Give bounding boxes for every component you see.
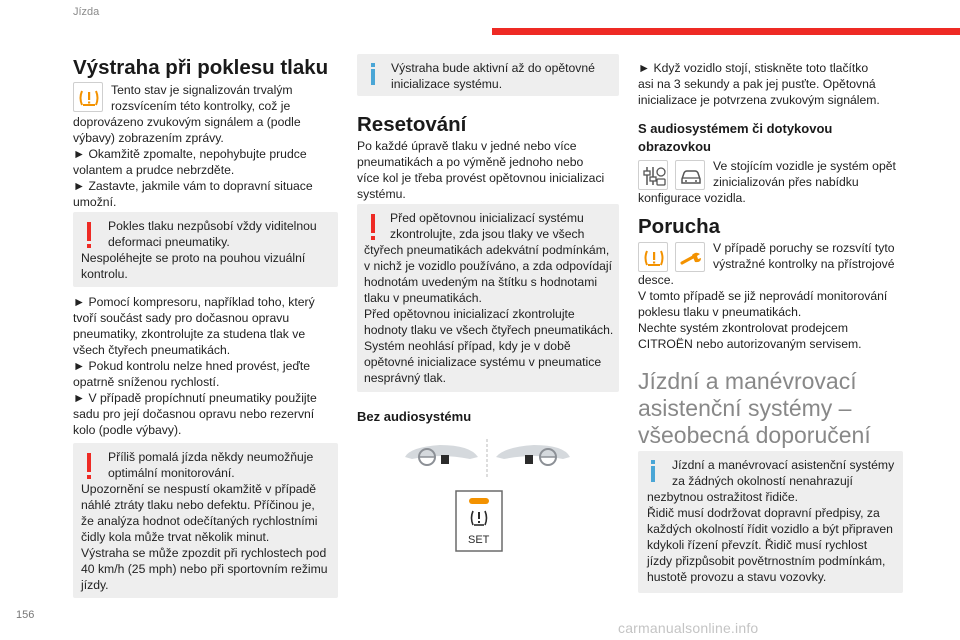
warning-box-visual-check — [73, 212, 338, 287]
body-line: Ve stojícím vozidle je systém opět — [713, 159, 896, 173]
info-line: za žádných okolností nenahrazují — [672, 474, 853, 488]
body-line: Po každé úpravě tlaku v jedné nebo více — [357, 139, 577, 153]
section-title-fault: Porucha — [638, 215, 721, 238]
intro-line: volantem a prudce nebrzděte. — [73, 163, 235, 177]
warning-line: Pokles tlaku nezpůsobí vždy viditelnou — [108, 219, 317, 233]
info-line: kdykoli řízení převzít. Řidič musí rychlost — [647, 538, 868, 552]
warning-line: deformaci pneumatiky. — [108, 235, 230, 249]
warning-line: tlaku v pneumatikách. — [364, 291, 482, 305]
warning-line: náhlé ztráty tlaku nebo defektu. Příčinou je, — [81, 498, 315, 512]
intro-line: doprovázeno zvukovým signálem a (podle — [73, 115, 301, 129]
section-title-assist-line: Jízdní a manévrovací — [638, 368, 857, 394]
body-line: pneumatiky, zkontrolujte za studena tlak ve — [73, 327, 306, 341]
section-title-assist-line: asistenční systémy – — [638, 395, 852, 421]
body-line: V tomto případě se již neprovádí monitorování — [638, 289, 888, 303]
warning-line: Upozornění se nespustí okamžitě v případě — [81, 482, 317, 496]
warning-line: opětovné inicializace systému v pneumatice — [364, 355, 602, 369]
watermark: carmanualsonline.info — [618, 620, 759, 636]
body-line: tvoří součást sady pro dočasnou opravu — [73, 311, 290, 325]
tyre-pressure-warning-icon — [73, 82, 103, 112]
header-accent-bar — [492, 28, 960, 35]
body-line: V případě poruchy se rozsvítí tyto — [713, 241, 895, 255]
info-icon — [371, 69, 375, 85]
warning-line: zkontrolujte, zda jsou tlaky ve všech — [390, 227, 585, 241]
body-line: poklesu tlaku v pneumatikách. — [638, 305, 802, 319]
warning-line: optimální monitorování. — [108, 466, 235, 480]
warning-box-before-reinit — [357, 204, 619, 392]
warning-line: hodnotám uvedeným na štítku s hodnotami — [364, 275, 598, 289]
tyre-pressure-warning-icon — [638, 242, 668, 272]
info-line: Výstraha bude aktivní až do opětovné — [391, 61, 595, 75]
warning-line: čidly kola může trvat několik minut. — [81, 530, 270, 544]
warning-line: hodnoty tlaku ve všech čtyřech pneumatikách. — [364, 323, 614, 337]
warning-line: 40 km/h (25 mph) nebo při sportovním režimu — [81, 562, 328, 576]
info-line: Řidič musí dodržovat dopravní předpisy, za — [647, 506, 880, 520]
body-line: ► Pokud kontrolu nelze hned provést, jeďte — [73, 359, 311, 373]
subtitle-audio-line: S audiosystémem či dotykovou — [638, 121, 833, 136]
warning-line: Nespoléhejte se proto na pouhou vizuální — [81, 251, 306, 265]
subtitle-audio-line: obrazovkou — [638, 139, 711, 154]
section-title-reset: Resetování — [357, 113, 467, 136]
info-line: jízdy přizpůsobit povětrnostním podmínkám, — [647, 554, 886, 568]
warning-line: Před opětovnou inicializací systému — [390, 211, 584, 225]
body-line: zinicializován přes nabídku — [713, 175, 859, 189]
body-line: asi na 3 sekundy a pak jej pusťte. Opětovná — [638, 77, 876, 91]
info-icon — [651, 466, 655, 482]
body-line: ► V případě propíchnutí pneumatiky použijte — [73, 391, 317, 405]
set-button-label: SET — [468, 534, 490, 546]
intro-line: Tento stav je signalizován trvalým — [111, 83, 293, 97]
subtitle-no-audio: Bez audiosystému — [357, 409, 472, 424]
body-line: CITROËN nebo autorizovaným servisem. — [638, 337, 862, 351]
intro-line: ► Zastavte, jakmile vám to dopravní situace — [73, 179, 313, 193]
info-line: inicializace systému. — [391, 77, 503, 91]
warning-line: že analýza hodnot odečítaných rychlostními — [81, 514, 318, 528]
warning-exclamation-icon — [371, 214, 375, 233]
body-line: výstražné kontrolky na přístrojové — [713, 257, 895, 271]
body-line: více kol je třeba provést opětovnou inicializaci — [357, 171, 605, 185]
intro-line: umožní. — [73, 195, 117, 209]
warning-line: kontrolu. — [81, 267, 128, 281]
body-line: systému. — [357, 187, 406, 201]
intro-line: rozsvícením této kontrolky, což je — [111, 99, 291, 113]
body-line: pneumatikách a po výměně jednoho nebo — [357, 155, 584, 169]
service-wrench-icon — [675, 242, 705, 272]
body-line: všech čtyřech pneumatikách. — [73, 343, 231, 357]
body-line: Nechte systém zkontrolovat prodejcem — [638, 321, 848, 335]
body-line: desce. — [638, 273, 674, 287]
body-line: sadu pro její dočasnou opravu nebo rezervní — [73, 407, 315, 421]
car-icon — [675, 160, 705, 190]
warning-line: v nichž je vozidlo používáno, a zda odpovídají — [364, 259, 612, 273]
warning-line: Výstraha se může zpozdit při rychlostech pod — [81, 546, 327, 560]
warning-line: čtyřech pneumatikách adekvátní podmínkám, — [364, 243, 610, 257]
info-box-assist — [638, 451, 903, 593]
warning-exclamation-icon — [87, 222, 91, 241]
set-button-illustration — [400, 437, 575, 557]
header-section-label: Jízda — [73, 6, 100, 18]
info-line: Jízdní a manévrovací asistenční systémy — [672, 458, 895, 472]
section-title-pressure-warning: Výstraha při poklesu tlaku — [73, 56, 329, 79]
warning-line: jízdy. — [81, 578, 109, 592]
intro-line: ► Okamžitě zpomalte, nepohybujte prudce — [73, 147, 307, 161]
body-line: ► Když vozidlo stojí, stiskněte toto tlačítko — [638, 61, 869, 75]
vehicle-settings-icon — [638, 160, 668, 190]
info-line: nezbytnou ostražitost řidiče. — [647, 490, 799, 504]
info-box-reinit — [357, 54, 619, 96]
section-title-assist-line: všeobecná doporučení — [638, 422, 871, 448]
intro-line: výbavy) zobrazením zprávy. — [73, 131, 224, 145]
warning-line: Příliš pomalá jízda někdy neumožňuje — [108, 450, 314, 464]
info-line: hustotě provozu a stavu vozovky. — [647, 570, 827, 584]
body-line: konfigurace vozidla. — [638, 191, 746, 205]
warning-line: Před opětovnou inicializací zkontrolujte — [364, 307, 575, 321]
body-line: inicializace je potvrzena zvukovým signálem. — [638, 93, 880, 107]
info-line: každých okolností řídit vozidlo a být připraven — [647, 522, 893, 536]
page-number: 156 — [16, 609, 35, 621]
warning-box-slow-driving — [73, 443, 338, 598]
warning-line: Systém neohlásí případ, kdy je v době — [364, 339, 571, 353]
body-line: ► Pomocí kompresoru, například toho, který — [73, 295, 315, 309]
warning-exclamation-icon — [87, 453, 91, 472]
body-line: kolo (podle výbavy). — [73, 423, 182, 437]
body-line: opatrně sníženou rychlostí. — [73, 375, 220, 389]
warning-line: nesprávný tlak. — [364, 371, 446, 385]
